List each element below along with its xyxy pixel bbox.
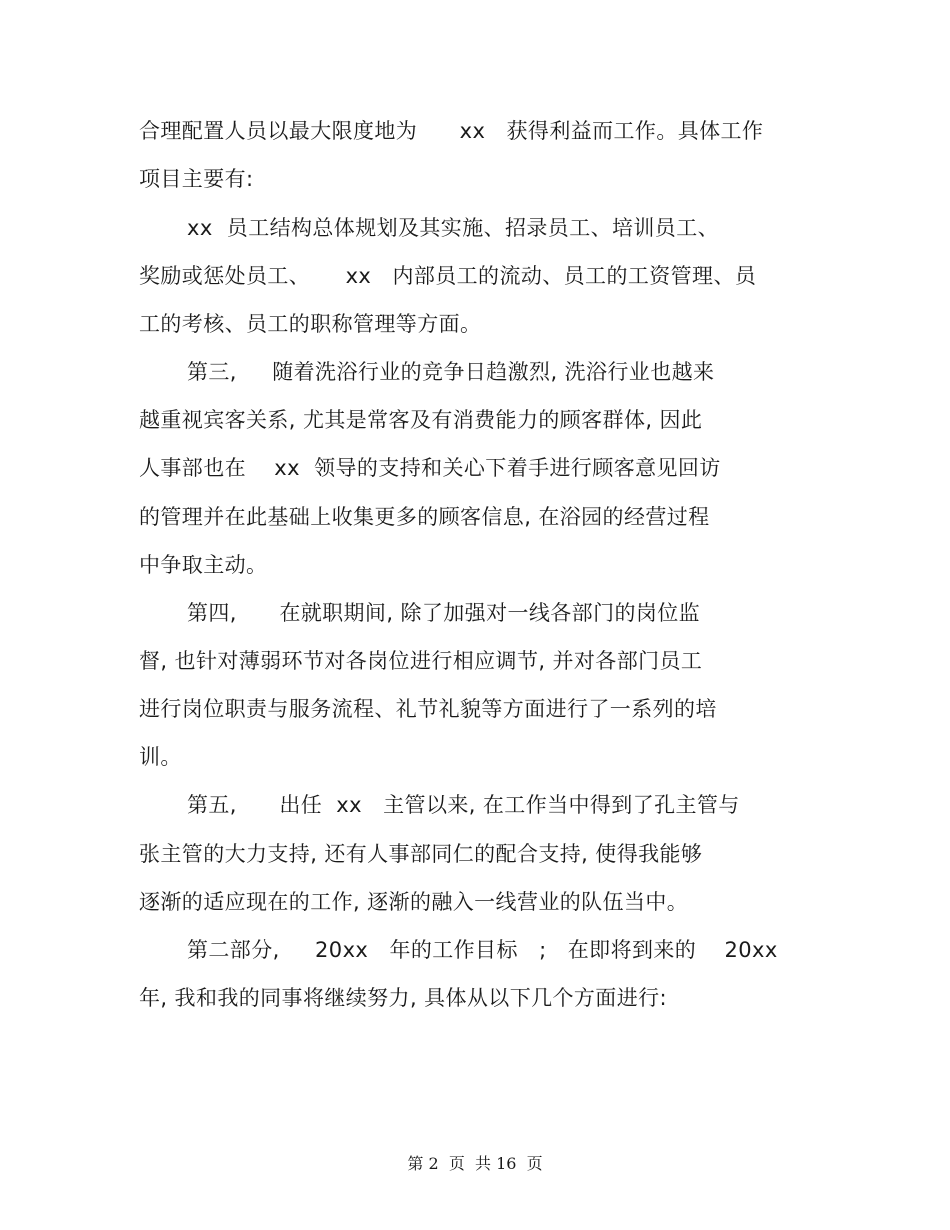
text-line-1: 合理配置人员以最大限度地为 xx 获得利益而工作。具体工作	[139, 119, 764, 143]
text-line-14: 训。	[139, 745, 182, 769]
text-line-2: 项目主要有:	[139, 167, 254, 191]
text-line-4: 奖励或惩处员工、 xx 内部员工的流动、员工的工资管理、员	[139, 264, 757, 288]
text-line-3: xx 员工结构总体规划及其实施、招录员工、培训员工、	[187, 216, 720, 240]
text-line-8: 人事部也在 xx 领导的支持和关心下着手进行顾客意见回访	[139, 456, 721, 480]
text-line-10: 中争取主动。	[139, 553, 268, 577]
text-line-17: 逐渐的适应现在的工作, 逐渐的融入一线营业的队伍当中。	[139, 890, 689, 914]
text-line-19: 年, 我和我的同事将继续努力, 具体从以下几个方面进行:	[139, 986, 667, 1010]
text-line-5: 工的考核、员工的职称管理等方面。	[139, 312, 482, 336]
text-line-11: 第四, 在就职期间, 除了加强对一线各部门的岗位监	[187, 601, 701, 625]
page-number-footer: 第 2 页 共 16 页	[407, 1154, 543, 1173]
text-line-18: 第二部分, 20xx 年的工作目标 ; 在即将到来的 20xx	[187, 938, 778, 962]
text-line-15: 第五, 出任 xx 主管以来, 在工作当中得到了孔主管与	[187, 793, 740, 817]
text-line-9: 的管理并在此基础上收集更多的顾客信息, 在浴园的经营过程	[139, 505, 710, 529]
text-line-13: 进行岗位职责与服务流程、礼节礼貌等方面进行了一系列的培	[139, 697, 717, 721]
text-line-12: 督, 也针对薄弱环节对各岗位进行相应调节, 并对各部门员工	[139, 649, 703, 673]
text-line-7: 越重视宾客关系, 尤其是常客及有消费能力的顾客群体, 因此	[139, 408, 703, 432]
text-line-16: 张主管的大力支持, 还有人事部同仁的配合支持, 使得我能够	[139, 842, 703, 866]
text-line-6: 第三, 随着洗浴行业的竞争日趋激烈, 洗浴行业也越来	[187, 360, 715, 384]
